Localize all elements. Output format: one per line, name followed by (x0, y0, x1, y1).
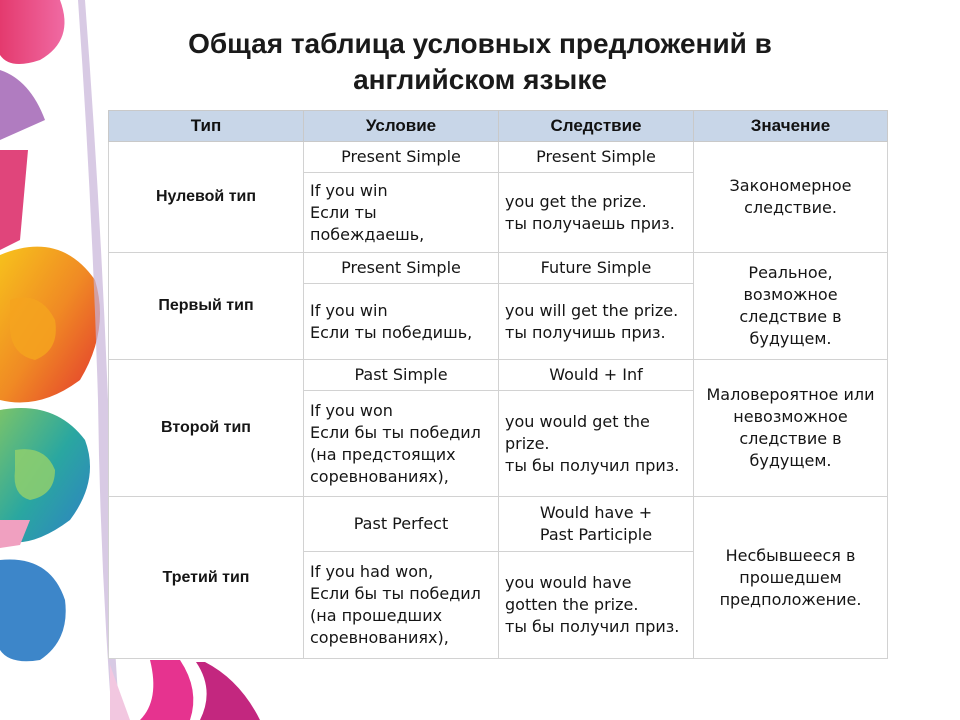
condition-example (304, 284, 499, 360)
result-form-part: Would (549, 365, 599, 384)
table-row (109, 360, 888, 391)
condition-example (304, 552, 499, 659)
header-result: Следствие (499, 111, 694, 142)
condition-example (304, 391, 499, 497)
table-row (109, 497, 888, 552)
header-type: Тип (109, 111, 304, 142)
plus-sign: + (603, 365, 618, 384)
example-line: you would get the (505, 411, 650, 431)
example-line: (на прошедших (310, 606, 443, 625)
example-line: ты получаешь приз. (505, 213, 675, 233)
condition-example (304, 173, 499, 253)
result-example (499, 284, 694, 360)
result-form-part: Past Participle (539, 525, 653, 544)
example-line: If you won (310, 400, 393, 420)
conditionals-table (108, 110, 888, 659)
meaning-cell: Закономерное следствие. (694, 142, 888, 253)
example-line: соревнованиях), (310, 628, 449, 647)
example-line: you would have (505, 573, 632, 592)
condition-form: Present Simple (304, 142, 499, 173)
result-example (499, 173, 694, 253)
condition-form: Past Perfect (304, 497, 499, 552)
example-line: Если бы ты победил (310, 584, 481, 603)
table-row (109, 253, 888, 284)
example-line: Если ты победишь, (310, 322, 473, 342)
table-row (109, 142, 888, 173)
condition-form: Past Simple (304, 360, 499, 391)
example-line: соревнованиях), (310, 466, 449, 486)
type-cell: Третий тип (109, 497, 304, 659)
result-form (499, 360, 694, 391)
example-line: побеждаешь, (310, 224, 425, 244)
result-example (499, 391, 694, 497)
result-form: Present Simple (499, 142, 694, 173)
example-line: If you win (310, 180, 388, 200)
result-form (499, 497, 694, 552)
example-line: Если бы ты победил (310, 422, 481, 442)
meaning-cell: Несбывшееся в прошедшем предположение. (694, 497, 888, 659)
example-line: Если ты (310, 202, 377, 222)
result-form-part: Inf (622, 365, 643, 384)
result-example (499, 552, 694, 659)
type-cell: Нулевой тип (109, 142, 304, 253)
example-line: prize. (505, 433, 550, 453)
result-form-part: Would have (539, 503, 634, 522)
type-cell: Первый тип (109, 253, 304, 360)
header-meaning: Значение (694, 111, 888, 142)
type-cell: Второй тип (109, 360, 304, 497)
example-line: ты получишь приз. (505, 322, 666, 342)
example-line: ты бы получил приз. (505, 617, 680, 636)
header-condition: Условие (304, 111, 499, 142)
example-line: If you win (310, 300, 388, 320)
example-line: you will get the prize. (505, 300, 679, 320)
example-line: you get the prize. (505, 191, 647, 211)
result-form: Future Simple (499, 253, 694, 284)
example-line: gotten the prize. (505, 595, 639, 614)
meaning-cell: Реальное, возможное следствие в будущем. (694, 253, 888, 360)
header-row (109, 111, 888, 142)
plus-sign: + (638, 503, 653, 522)
example-line: ты бы получил приз. (505, 455, 680, 475)
example-line: If you had won, (310, 562, 434, 581)
example-line: (на предстоящих (310, 444, 456, 464)
page-title: Общая таблица условных предложений в английском языке (188, 28, 772, 95)
condition-form: Present Simple (304, 253, 499, 284)
meaning-cell: Маловероятное или невозможное следствие в будущем. (694, 360, 888, 497)
